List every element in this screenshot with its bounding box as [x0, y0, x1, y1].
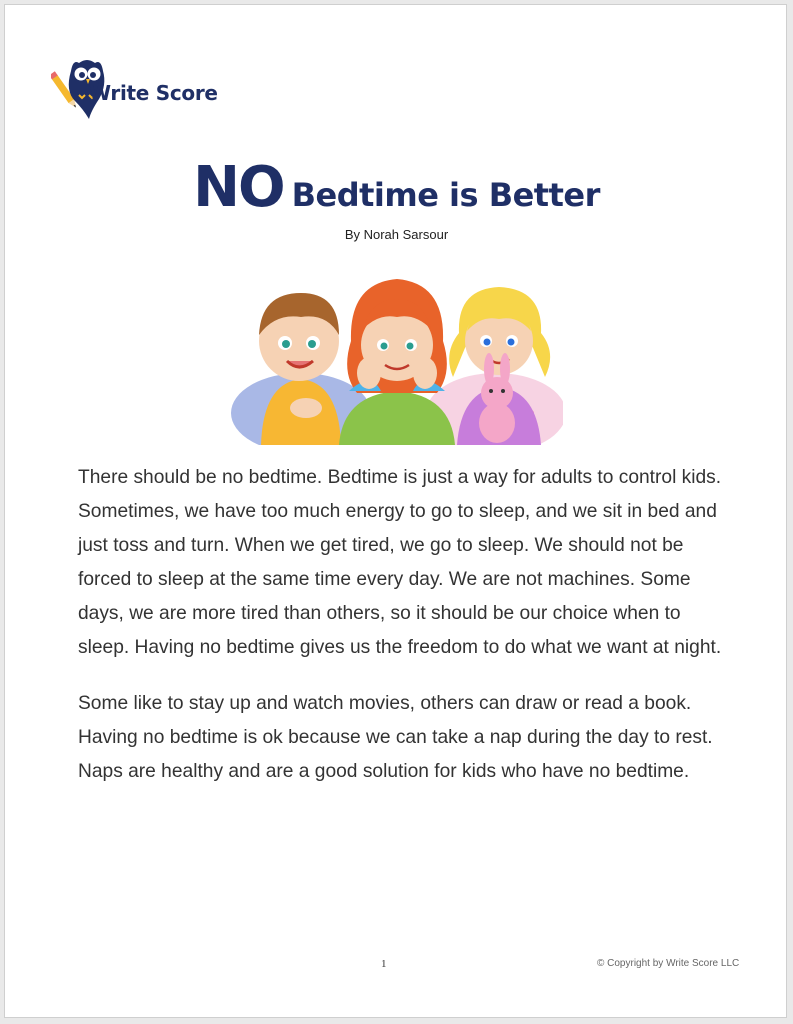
title-rest: Bedtime is Better	[291, 176, 600, 214]
document-page	[4, 4, 787, 1018]
page-number: 1	[381, 958, 387, 970]
copyright-notice: © Copyright by Write Score LLC	[597, 958, 740, 969]
logo-text: Write Score	[89, 81, 218, 105]
paragraph-1: There should be no bedtime. Bedtime is just a way for adults to control kids. Sometimes, we have too much energy to go to sleep, and we sit in bed and just toss and turn. When we get tired, we go to sleep. We should not be forced to sleep at the same time every day. We are not machines. Some days, we are more tired than others, so it should be our choice when to sleep. Having no bedtime gives us the freedom to do what we want at night.	[78, 467, 722, 658]
title-emphasis: NO	[193, 155, 284, 220]
author-byline: By Norah Sarsour	[344, 227, 449, 242]
three-kids-in-bed-illustration	[231, 273, 563, 445]
story-body	[78, 461, 728, 811]
paragraph-2: Some like to stay up and watch movies, others can draw or read a book. Having no bedtime is ok because we can take a nap during the day to rest. Naps are healthy and are a good solution for kids who have no bedtime.	[78, 693, 713, 782]
document-title	[5, 155, 787, 220]
write-score-logo	[51, 51, 221, 123]
